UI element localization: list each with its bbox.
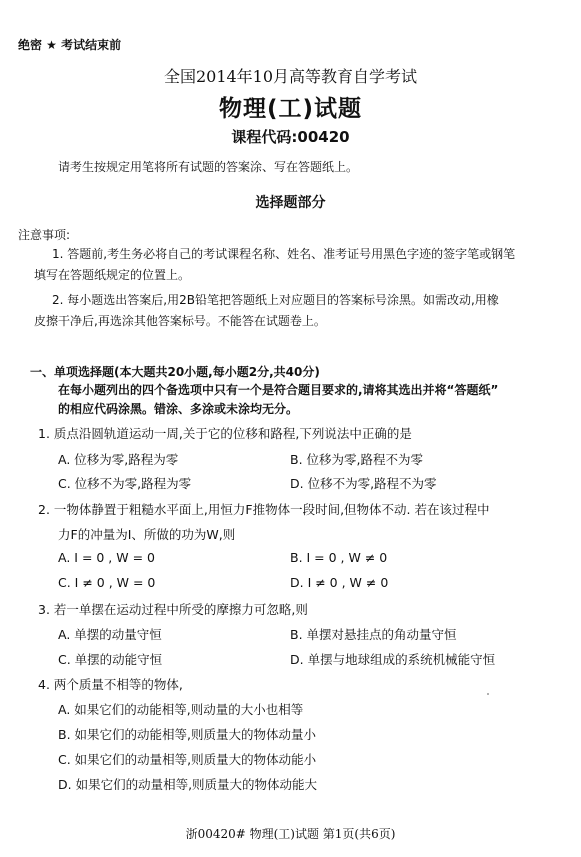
question-4-option-c: C. 如果它们的动量相等,则质量大的物体动能小: [58, 752, 317, 767]
question-3-stem: 3. 若一单摆在运动过程中所受的摩擦力可忽略,则: [38, 602, 308, 617]
page-footer: 浙00420# 物理(工)试题 第1页(共6页): [185, 827, 396, 841]
question-2-option-c: C. I ≠ 0 , W = 0: [58, 575, 156, 590]
question-2-stem-line-1: 2. 一物体静置于粗糙水平面上,用恒力F推物体一段时间,但物体不动. 若在该过程中: [38, 502, 490, 517]
question-1-option-a: A. 位移为零,路程为零: [58, 452, 179, 467]
part1-instruction-line-2: 的相应代码涂黑。错涂、多涂或未涂均无分。: [58, 402, 299, 416]
question-4-stem: 4. 两个质量不相等的物体,: [38, 677, 183, 692]
question-3-option-a: A. 单摆的动量守恒: [58, 627, 162, 642]
part1-instruction-line-1: 在每小题列出的四个备选项中只有一个是符合题目要求的,请将其选出并将“答题纸”: [58, 383, 499, 397]
question-3-option-c: C. 单摆的动能守恒: [58, 652, 163, 667]
question-2-option-b: B. I = 0 , W ≠ 0: [290, 550, 388, 565]
part1-heading: 一、单项选择题(本大题共20小题,每小题2分,共40分): [30, 365, 320, 379]
note-item-2-line-1: 2. 每小题选出答案后,用2B铅笔把答题纸上对应题目的答案标号涂黑。如需改动,用橡: [52, 293, 499, 307]
exam-name: 全国2014年10月高等教育自学考试: [163, 67, 418, 86]
note-item-1-line-1: 1. 答题前,考生务必将自己的考试课程名称、姓名、准考证号用黑色字迹的签字笔或钢笔: [52, 247, 516, 261]
question-2-option-d: D. I ≠ 0 , W ≠ 0: [290, 575, 389, 590]
question-1-option-d: D. 位移不为零,路程不为零: [290, 476, 437, 491]
question-3-option-b: B. 单摆对悬挂点的角动量守恒: [290, 627, 457, 642]
question-3-option-d: D. 单摆与地球组成的系统机械能守恒: [290, 652, 496, 667]
question-4-option-a: A. 如果它们的动能相等,则动量的大小也相等: [58, 702, 304, 717]
question-1-stem: 1. 质点沿圆轨道运动一周,关于它的位移和路程,下列说法中正确的是: [38, 426, 412, 441]
scan-speck: [487, 693, 489, 695]
question-4-option-d: D. 如果它们的动量相等,则质量大的物体动能大: [58, 777, 318, 792]
paper-title: 物理(工)试题: [218, 96, 363, 122]
course-code: 课程代码:00420: [231, 128, 350, 146]
question-1-option-c: C. 位移不为零,路程为零: [58, 476, 192, 491]
section-title: 选择题部分: [255, 195, 326, 211]
note-item-1-line-2: 填写在答题纸规定的位置上。: [34, 268, 191, 282]
notes-heading: 注意事项:: [18, 228, 71, 242]
note-item-2-line-2: 皮擦干净后,再选涂其他答案标号。不能答在试题卷上。: [34, 314, 326, 328]
confidential-label: 绝密 ★ 考试结束前: [18, 38, 122, 52]
question-4-option-b: B. 如果它们的动能相等,则质量大的物体动量小: [58, 727, 316, 742]
question-1-option-b: B. 位移为零,路程不为零: [290, 452, 423, 467]
question-2-option-a: A. I = 0 , W = 0: [58, 550, 155, 565]
question-2-stem-line-2: 力F的冲量为I、所做的功为W,则: [58, 527, 236, 542]
answer-notice: 请考生按规定用笔将所有试题的答案涂、写在答题纸上。: [58, 160, 359, 174]
